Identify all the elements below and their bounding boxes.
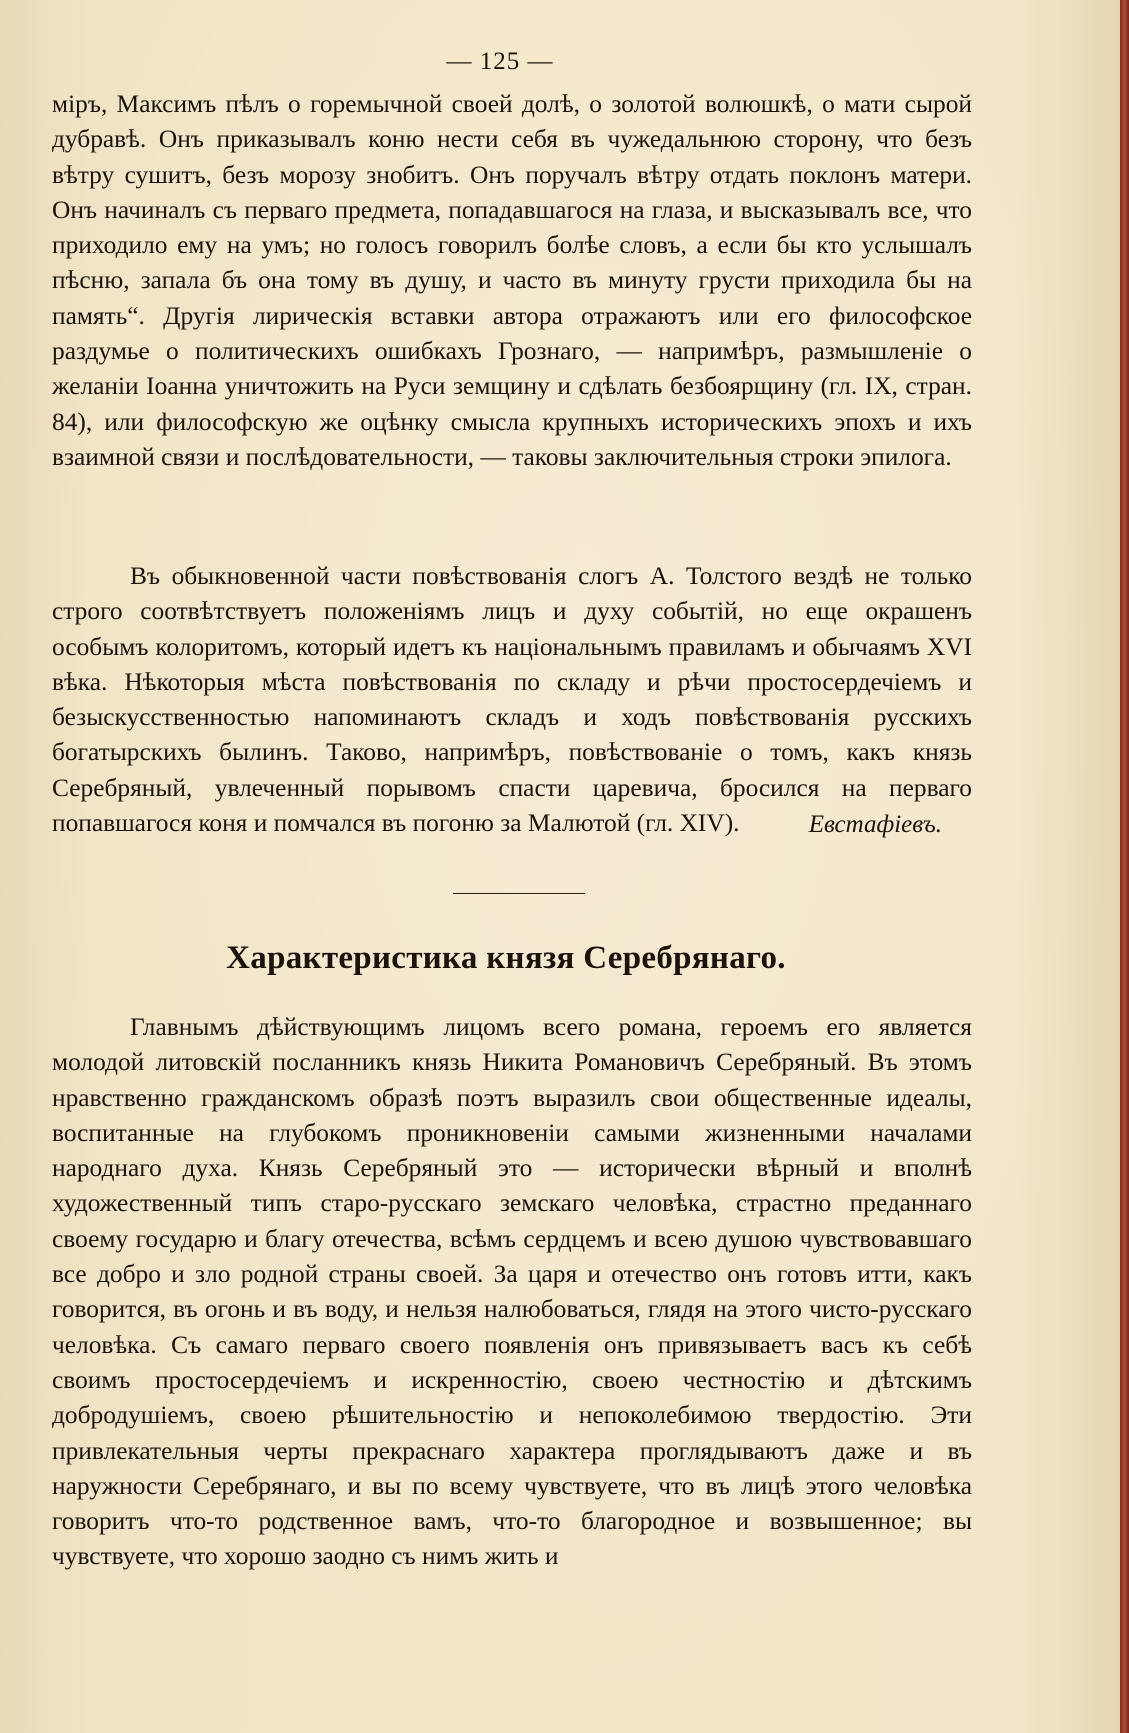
page-edge <box>1120 0 1129 1733</box>
paragraph-characteristic: Главнымъ дѣйствующимъ лицомъ всего романа, героемъ его является молодой литовскій посланникъ князь Никита Романовичъ Серебряный. Въ этомъ нравственно гражданскомъ образѣ поэтъ выразилъ свои общественные идеалы, воспитанные на глубокомъ проникновеніи самыми жизненными началами народнаго духа. Князь Серебряный это — исторически вѣрный и вполнѣ художественный типъ старо-русскаго земскаго человѣка, страстно преданнаго своему государю и благу отечества, всѣмъ сердцемъ и всею душою чувствовавшаго все добро и зло родной страны своей. За царя и отечество онъ готовъ итти, какъ говорится, въ огонь и въ воду, и нельзя налюбоваться, глядя на этого чисто-русскаго человѣка. Съ самаго перваго своего появленія онъ привязываетъ васъ къ себѣ своимъ простосердечіемъ и искренностію, своею честностію и дѣтскимъ добродушіемъ, своею рѣшительностію и непоколебимою твердостію. Эти привлекательныя черты прекраснаго характера проглядываютъ даже и въ наружности Серебрянаго, и вы по всему чувствуете, что въ лицѣ этого человѣка говоритъ что-то родственное вамъ, что-то благородное и возвышенное; вы чувствуете, что хорошо заодно съ нимъ жить и <box>52 1013 972 1571</box>
section-heading: Характеристика князя Серебрянаго. <box>226 940 786 976</box>
page-number: — 125 — <box>446 48 554 75</box>
author-signature: Евстафіевъ. <box>808 811 942 838</box>
paragraph-continuation: міръ, Максимъ пѣлъ о горемычной своей долѣ, о золотой волюшкѣ, о мати сырой дубравѣ. Онъ приказывалъ коню нести себя въ чужедальнюю сторону, что безъ вѣтру сушитъ, безъ морозу знобитъ. Онъ поручалъ вѣтру отдать поклонъ матери. Онъ начиналъ съ перваго предмета, попадавшагося на глаза, и высказывалъ все, что приходило ему на умъ; но голосъ говорилъ болѣе словъ, а если бы кто услышалъ пѣсню, запала бъ она тому въ душу, и часто въ минуту грусти приходила бы на память“. Другія лирическія вставки автора отражаютъ или его философское раздумье о политическихъ ошибкахъ Грознаго, — напримѣръ, размышленіе о желаніи Іоанна уничтожить на Руси земщину и сдѣлать безбоярщину (гл. IX, стран. 84), или философскую же оцѣнку смысла крупныхъ историческихъ эпохъ и ихъ взаимной связи и послѣдовательности, — таковы заключительныя строки эпилога. <box>52 90 972 471</box>
section-divider <box>453 893 585 894</box>
paragraph-style: Въ обыкновенной части повѣствованія слогъ А. Толстого вездѣ не только строго соотвѣтствуетъ положеніямъ лицъ и духу событій, но еще окрашенъ особымъ колоритомъ, который идетъ къ національнымъ правиламъ и обычаямъ XVI вѣка. Нѣкоторыя мѣста повѣствованія по складу и рѣчи простосердечіемъ и безыскусственностью напоминаютъ складъ и ходъ повѣствованія русскихъ богатырскихъ былинъ. Таково, напримѣръ, повѣствованіе о томъ, какъ князь Серебряный, увлеченный порывомъ спасти царевича, бросился на перваго попавшагося коня и помчался въ погоню за Малютой (гл. XIV). <box>52 562 972 838</box>
